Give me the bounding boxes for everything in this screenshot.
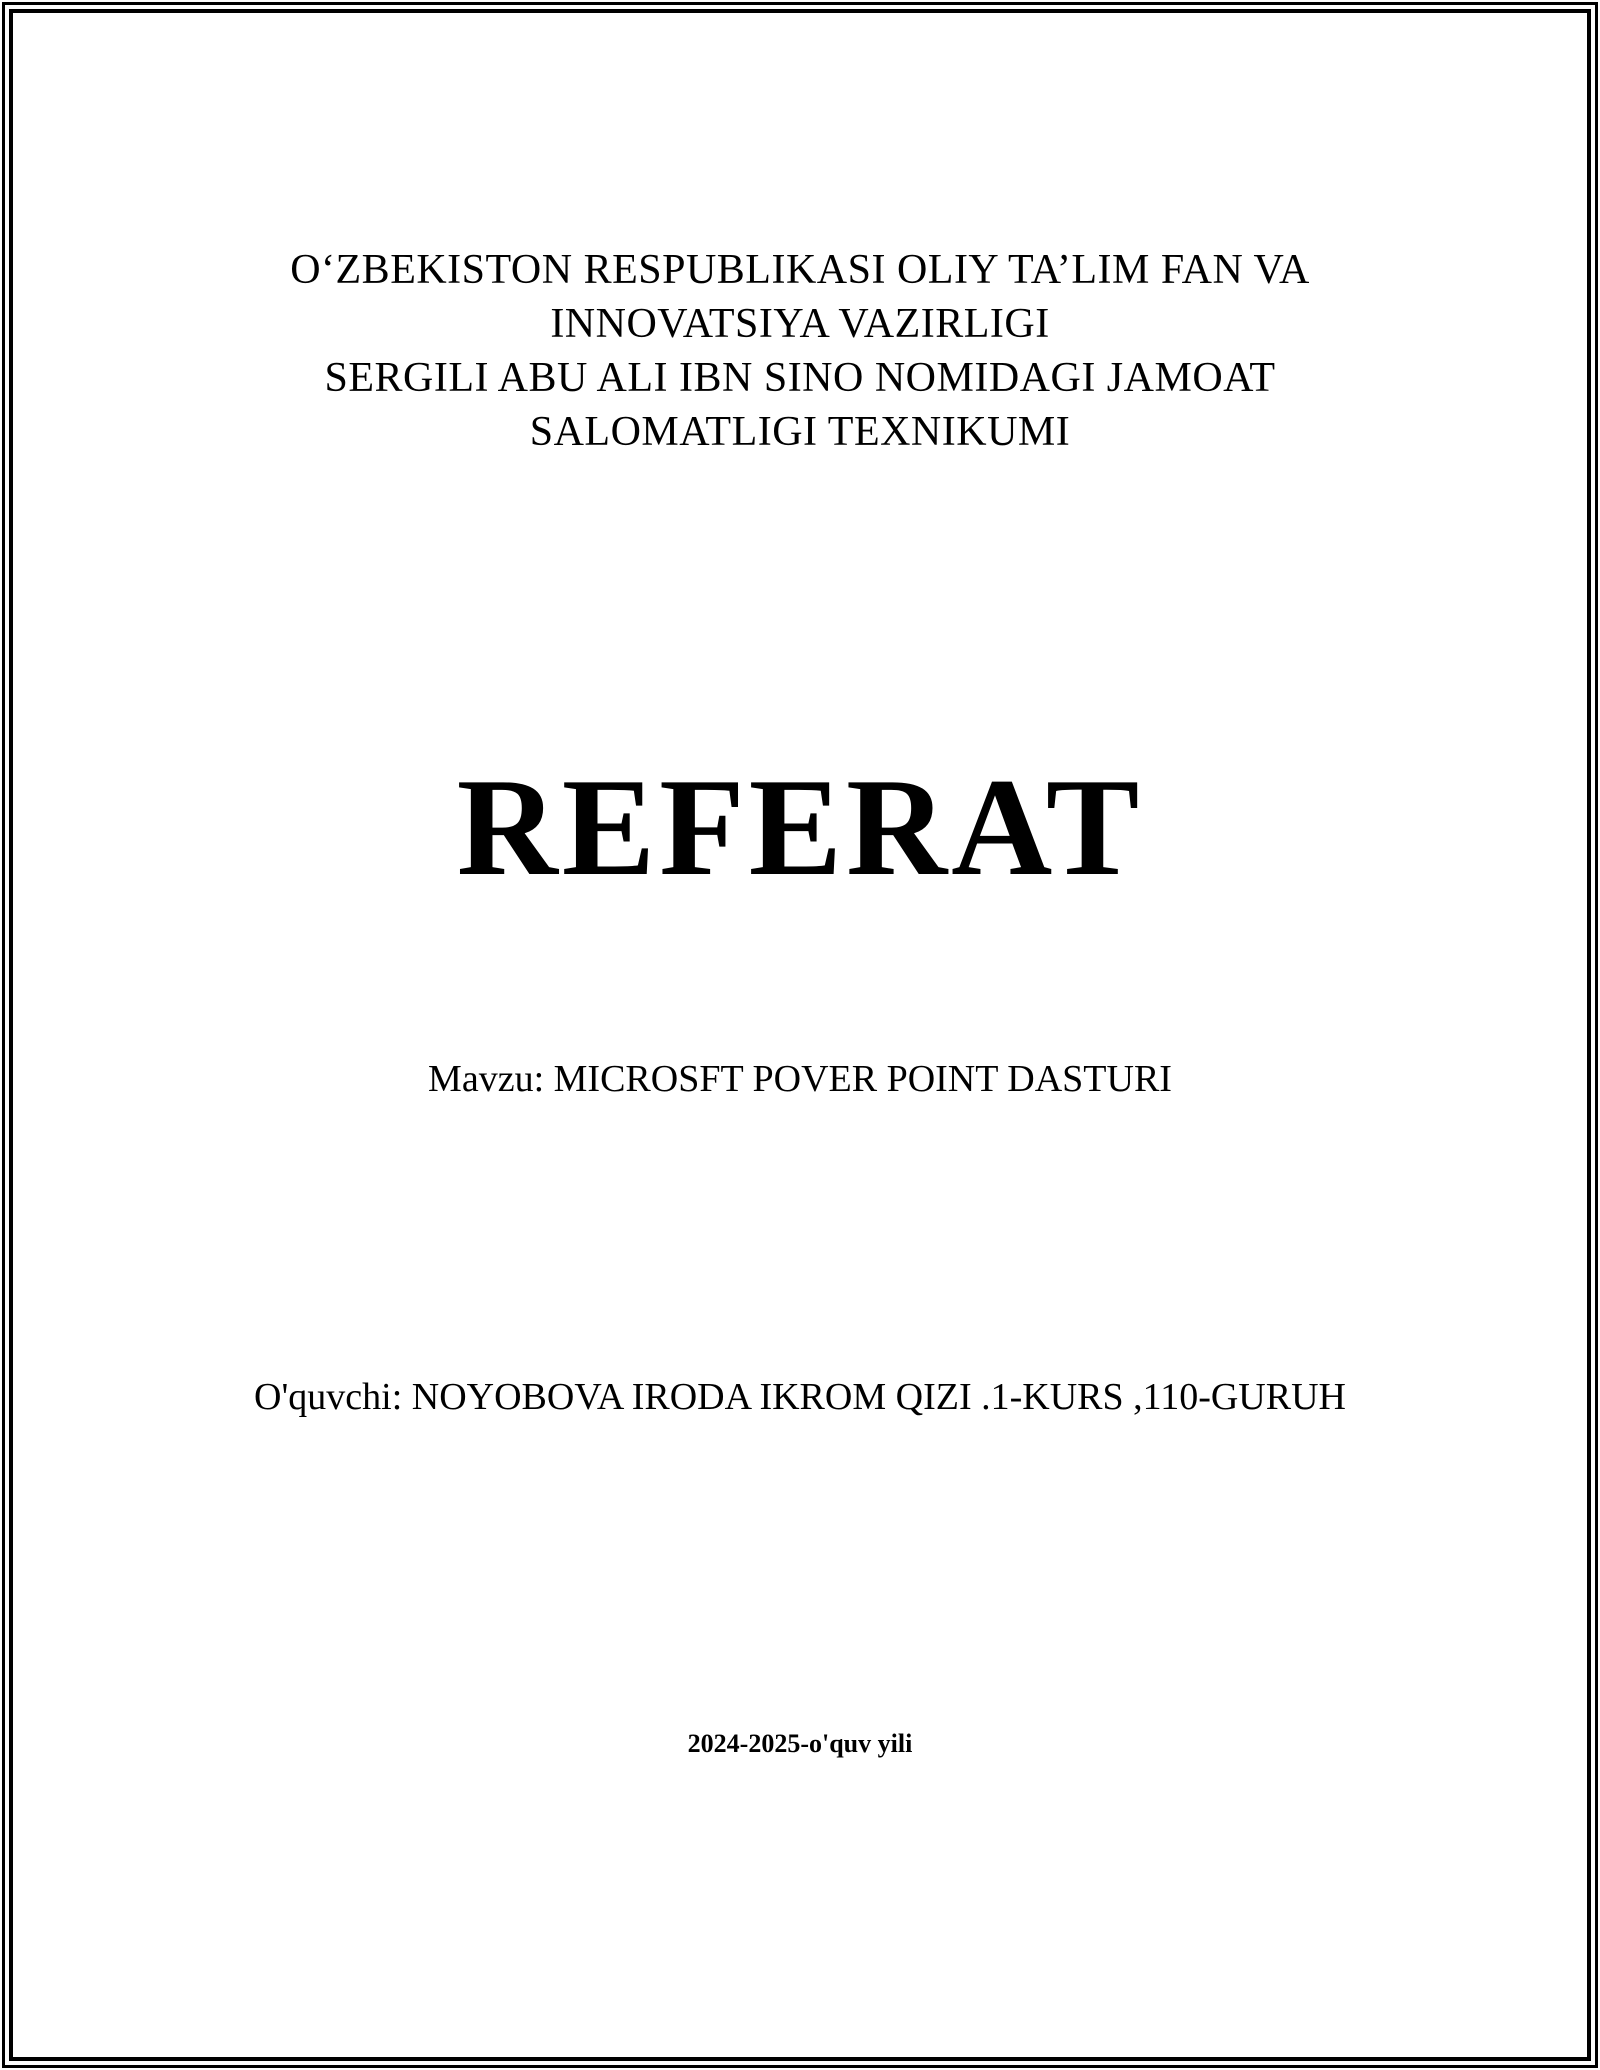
- academic-year: 2024-2025-o'quv yili: [687, 1729, 913, 1758]
- topic-line: Mavzu: MICROSFT POVER POINT DASTURI: [428, 1058, 1172, 1100]
- header-line-3: SERGILI ABU ALI IBN SINO NOMIDAGI JAMOAT: [324, 355, 1276, 401]
- document-title: REFERAT: [456, 750, 1144, 905]
- ministry-header: [60, 243, 1540, 459]
- header-line-2: INNOVATSIYA VAZIRLIGI: [550, 301, 1050, 347]
- student-line: O'quvchi: NOYOBOVA IRODA IKROM QIZI .1-KURS ,110-GURUH: [254, 1376, 1346, 1418]
- header-line-1: O‘ZBEKISTON RESPUBLIKASI OLIY TA’LIM FAN VA: [290, 247, 1310, 293]
- header-line-4: SALOMATLIGI TEXNIKUMI: [529, 409, 1071, 455]
